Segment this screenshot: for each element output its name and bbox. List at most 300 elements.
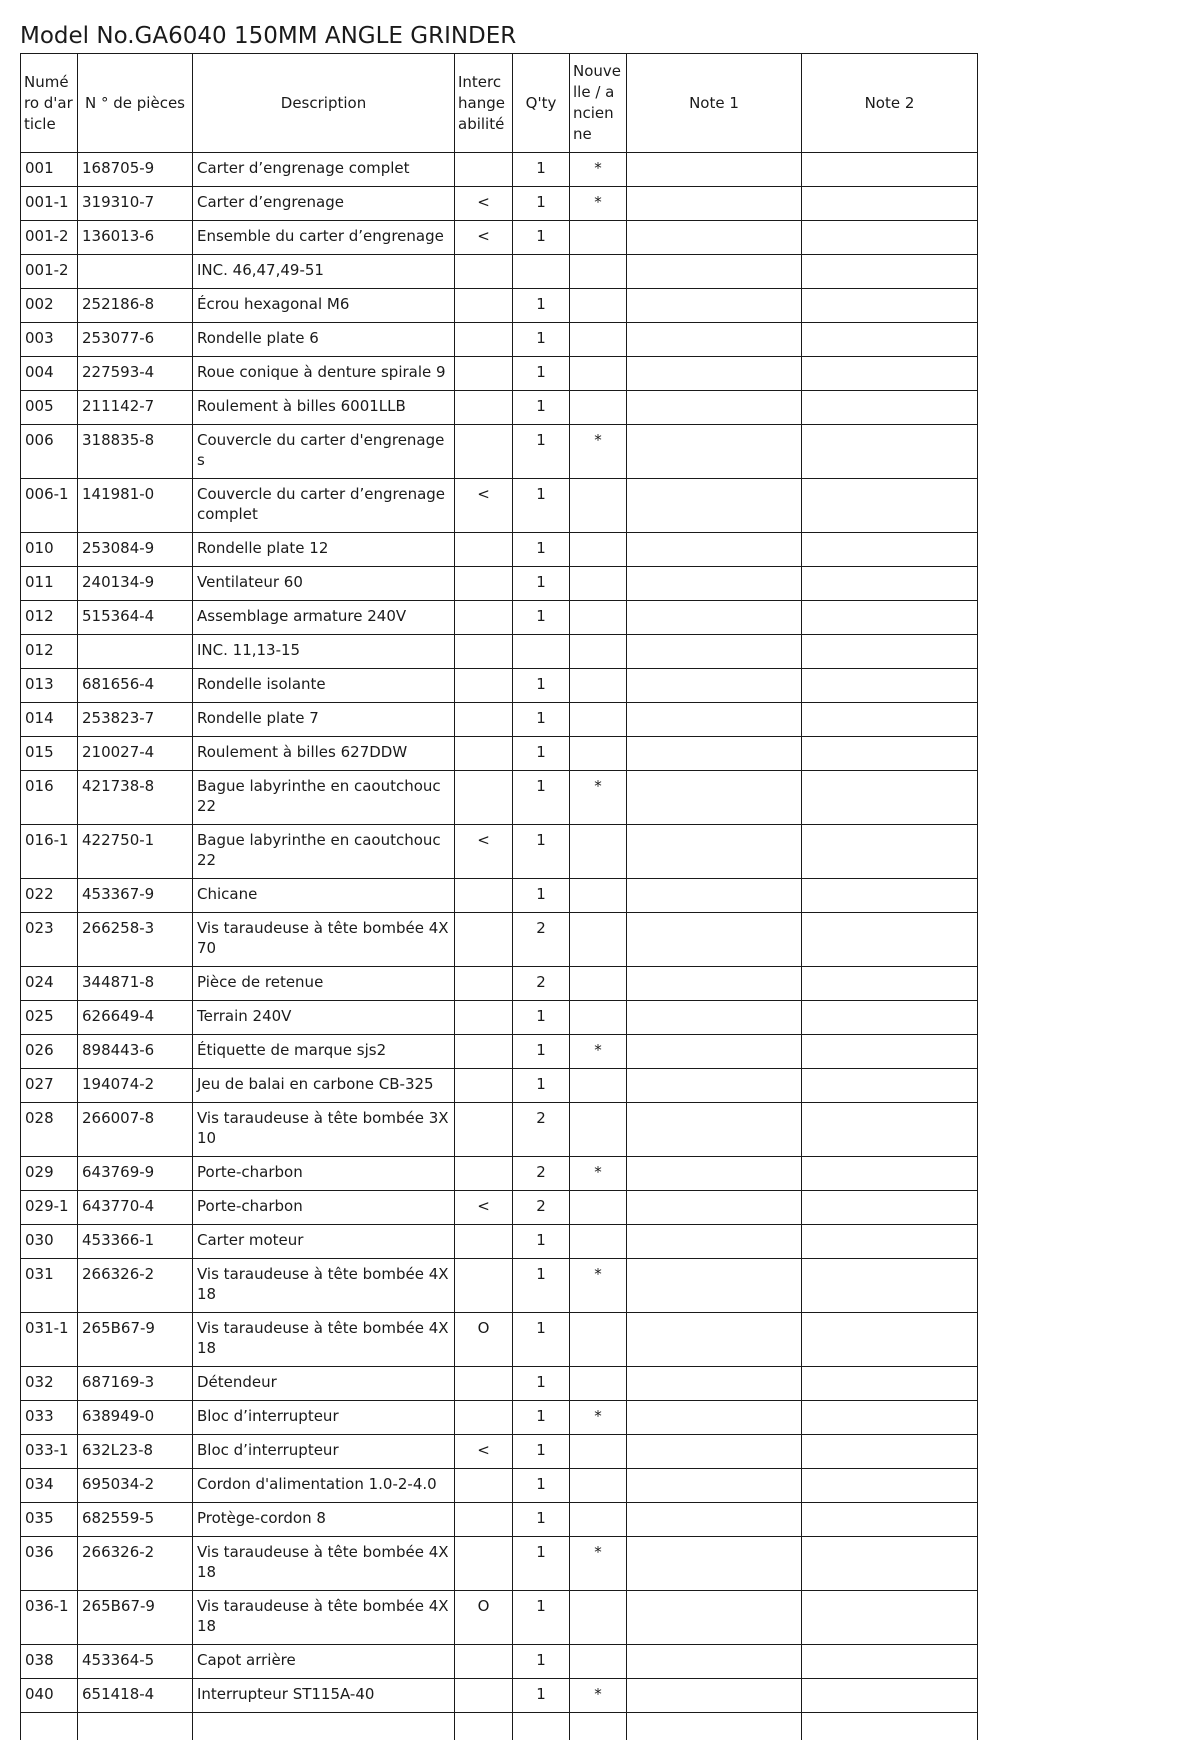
table-row xyxy=(21,1157,978,1191)
cell-part-number: 141981-0 xyxy=(78,479,193,533)
cell-interchangeability xyxy=(455,1537,513,1591)
cell-item-number: 001-2 xyxy=(21,221,78,255)
cell-part-number: 626649-4 xyxy=(78,1001,193,1035)
cell-quantity: 1 xyxy=(513,1367,570,1401)
cell-quantity: 1 xyxy=(513,1259,570,1313)
cell-interchangeability xyxy=(455,425,513,479)
cell-item-number: 033 xyxy=(21,1401,78,1435)
cell-part-number: 638949-0 xyxy=(78,1401,193,1435)
cell-interchangeability xyxy=(455,1401,513,1435)
cell-quantity: 1 xyxy=(513,1313,570,1367)
table-row xyxy=(21,1645,978,1679)
cell-quantity: 1 xyxy=(513,601,570,635)
cell-quantity: 1 xyxy=(513,1225,570,1259)
cell-note-2 xyxy=(802,567,978,601)
cell-description: Vis taraudeuse à tête bombée 4X 18 xyxy=(193,1591,455,1645)
cell-new-old xyxy=(570,1367,627,1401)
cell-interchangeability xyxy=(455,323,513,357)
cell-item-number: 024 xyxy=(21,967,78,1001)
table-row xyxy=(21,187,978,221)
cell-interchangeability: < xyxy=(455,1191,513,1225)
cell-quantity: 1 xyxy=(513,737,570,771)
table-row xyxy=(21,255,978,289)
table-row xyxy=(21,289,978,323)
cell-description: Carter d’engrenage complet xyxy=(193,153,455,187)
cell-quantity: 1 xyxy=(513,1035,570,1069)
table-row xyxy=(21,913,978,967)
cell-interchangeability xyxy=(455,255,513,289)
cell-item-number: 028 xyxy=(21,1103,78,1157)
cell-interchangeability xyxy=(455,1259,513,1313)
cell-note-1 xyxy=(627,879,802,913)
cell-new-old xyxy=(570,1503,627,1537)
cell-quantity: 1 xyxy=(513,1679,570,1713)
cell-item-number: 035 xyxy=(21,1503,78,1537)
cell-part-number: 266326-2 xyxy=(78,1259,193,1313)
cell-note-1 xyxy=(627,1679,802,1713)
cell-note-2 xyxy=(802,1259,978,1313)
cell-quantity: 1 xyxy=(513,1401,570,1435)
cell-note-1 xyxy=(627,771,802,825)
cell-part-number: 240134-9 xyxy=(78,567,193,601)
cell-note-1 xyxy=(627,669,802,703)
cell-new-old xyxy=(570,703,627,737)
table-row xyxy=(21,879,978,913)
cell-new-old xyxy=(570,1469,627,1503)
cell-quantity: 1 xyxy=(513,187,570,221)
cell-interchangeability: < xyxy=(455,221,513,255)
cell-note-1 xyxy=(627,1645,802,1679)
cell-new-old xyxy=(570,1191,627,1225)
cell-note-1 xyxy=(627,1191,802,1225)
cell-note-1 xyxy=(627,703,802,737)
cell-quantity: 1 xyxy=(513,153,570,187)
cell-note-1 xyxy=(627,567,802,601)
header-quantity: Q'ty xyxy=(513,54,570,153)
cell-note-2 xyxy=(802,1225,978,1259)
cell-new-old: * xyxy=(570,1401,627,1435)
cell-new-old xyxy=(570,479,627,533)
empty-cell xyxy=(627,1713,802,1740)
cell-description: Bague labyrinthe en caoutchouc 22 xyxy=(193,825,455,879)
cell-interchangeability xyxy=(455,669,513,703)
cell-note-1 xyxy=(627,1591,802,1645)
cell-note-2 xyxy=(802,1645,978,1679)
cell-note-1 xyxy=(627,1001,802,1035)
cell-interchangeability xyxy=(455,1069,513,1103)
cell-item-number: 004 xyxy=(21,357,78,391)
cell-note-1 xyxy=(627,601,802,635)
cell-part-number: 422750-1 xyxy=(78,825,193,879)
cell-note-2 xyxy=(802,153,978,187)
cell-note-1 xyxy=(627,913,802,967)
empty-cell xyxy=(78,1713,193,1740)
cell-note-1 xyxy=(627,1157,802,1191)
cell-new-old xyxy=(570,391,627,425)
cell-part-number: 682559-5 xyxy=(78,1503,193,1537)
cell-note-2 xyxy=(802,1401,978,1435)
cell-part-number: 687169-3 xyxy=(78,1367,193,1401)
cell-item-number: 010 xyxy=(21,533,78,567)
cell-part-number: 421738-8 xyxy=(78,771,193,825)
cell-description: Détendeur xyxy=(193,1367,455,1401)
cell-quantity: 1 xyxy=(513,567,570,601)
empty-cell xyxy=(513,1713,570,1740)
cell-interchangeability xyxy=(455,635,513,669)
table-row xyxy=(21,391,978,425)
cell-note-2 xyxy=(802,737,978,771)
cell-part-number: 136013-6 xyxy=(78,221,193,255)
cell-note-1 xyxy=(627,1225,802,1259)
cell-description: Porte-charbon xyxy=(193,1157,455,1191)
cell-interchangeability xyxy=(455,737,513,771)
cell-item-number: 014 xyxy=(21,703,78,737)
cell-description: Vis taraudeuse à tête bombée 3X 10 xyxy=(193,1103,455,1157)
cell-quantity: 1 xyxy=(513,1645,570,1679)
cell-interchangeability xyxy=(455,601,513,635)
cell-new-old xyxy=(570,635,627,669)
cell-item-number: 040 xyxy=(21,1679,78,1713)
cell-item-number: 012 xyxy=(21,601,78,635)
cell-note-2 xyxy=(802,1001,978,1035)
cell-note-2 xyxy=(802,289,978,323)
cell-quantity xyxy=(513,635,570,669)
cell-interchangeability xyxy=(455,771,513,825)
cell-description: Capot arrière xyxy=(193,1645,455,1679)
cell-note-2 xyxy=(802,425,978,479)
header-note-2: Note 2 xyxy=(802,54,978,153)
cell-note-1 xyxy=(627,825,802,879)
parts-table-body xyxy=(21,153,978,1740)
table-row xyxy=(21,1435,978,1469)
cell-interchangeability xyxy=(455,1225,513,1259)
cell-item-number: 003 xyxy=(21,323,78,357)
table-row xyxy=(21,1367,978,1401)
cell-part-number: 210027-4 xyxy=(78,737,193,771)
cell-item-number: 001-1 xyxy=(21,187,78,221)
cell-interchangeability xyxy=(455,391,513,425)
cell-item-number: 001-2 xyxy=(21,255,78,289)
cell-note-1 xyxy=(627,255,802,289)
cell-note-2 xyxy=(802,1679,978,1713)
cell-new-old xyxy=(570,825,627,879)
cell-description: Jeu de balai en carbone CB-325 xyxy=(193,1069,455,1103)
cell-item-number: 001 xyxy=(21,153,78,187)
cell-item-number: 005 xyxy=(21,391,78,425)
cell-new-old xyxy=(570,289,627,323)
table-row xyxy=(21,1191,978,1225)
table-row xyxy=(21,1537,978,1591)
cell-quantity: 1 xyxy=(513,479,570,533)
cell-interchangeability xyxy=(455,1103,513,1157)
cell-item-number: 031 xyxy=(21,1259,78,1313)
cell-part-number: 265B67-9 xyxy=(78,1591,193,1645)
table-row xyxy=(21,737,978,771)
cell-item-number: 038 xyxy=(21,1645,78,1679)
cell-description: Chicane xyxy=(193,879,455,913)
table-row-continued xyxy=(21,1713,978,1740)
cell-new-old: * xyxy=(570,187,627,221)
cell-note-1 xyxy=(627,221,802,255)
cell-description: Ventilateur 60 xyxy=(193,567,455,601)
cell-new-old: * xyxy=(570,425,627,479)
cell-description: Cordon d'alimentation 1.0-2-4.0 xyxy=(193,1469,455,1503)
empty-cell xyxy=(21,1713,78,1740)
table-row xyxy=(21,967,978,1001)
cell-item-number: 013 xyxy=(21,669,78,703)
cell-note-1 xyxy=(627,1367,802,1401)
cell-description: Roue conique à denture spirale 9 xyxy=(193,357,455,391)
cell-note-2 xyxy=(802,601,978,635)
cell-description: Vis taraudeuse à tête bombée 4X 18 xyxy=(193,1259,455,1313)
cell-description: INC. 46,47,49-51 xyxy=(193,255,455,289)
cell-item-number: 030 xyxy=(21,1225,78,1259)
cell-part-number: 651418-4 xyxy=(78,1679,193,1713)
cell-item-number: 032 xyxy=(21,1367,78,1401)
cell-quantity: 1 xyxy=(513,669,570,703)
cell-item-number: 029 xyxy=(21,1157,78,1191)
cell-interchangeability: O xyxy=(455,1591,513,1645)
cell-quantity: 1 xyxy=(513,391,570,425)
table-row xyxy=(21,601,978,635)
cell-new-old xyxy=(570,967,627,1001)
table-row xyxy=(21,1001,978,1035)
cell-new-old xyxy=(570,601,627,635)
cell-description: Porte-charbon xyxy=(193,1191,455,1225)
table-row xyxy=(21,669,978,703)
cell-item-number: 006-1 xyxy=(21,479,78,533)
cell-note-1 xyxy=(627,533,802,567)
cell-note-1 xyxy=(627,1313,802,1367)
cell-new-old xyxy=(570,1591,627,1645)
table-row xyxy=(21,1591,978,1645)
cell-part-number: 168705-9 xyxy=(78,153,193,187)
cell-item-number: 025 xyxy=(21,1001,78,1035)
cell-part-number: 453366-1 xyxy=(78,1225,193,1259)
table-row xyxy=(21,635,978,669)
cell-note-1 xyxy=(627,967,802,1001)
cell-part-number xyxy=(78,255,193,289)
cell-note-2 xyxy=(802,357,978,391)
cell-quantity: 1 xyxy=(513,289,570,323)
cell-new-old: * xyxy=(570,1259,627,1313)
cell-new-old xyxy=(570,1069,627,1103)
cell-new-old xyxy=(570,1435,627,1469)
table-row xyxy=(21,323,978,357)
cell-note-2 xyxy=(802,1537,978,1591)
cell-note-1 xyxy=(627,1537,802,1591)
cell-part-number: 265B67-9 xyxy=(78,1313,193,1367)
cell-note-2 xyxy=(802,669,978,703)
empty-cell xyxy=(570,1713,627,1740)
cell-description: Étiquette de marque sjs2 xyxy=(193,1035,455,1069)
cell-note-2 xyxy=(802,1469,978,1503)
cell-description: Pièce de retenue xyxy=(193,967,455,1001)
cell-note-2 xyxy=(802,1503,978,1537)
cell-description: Bloc d’interrupteur xyxy=(193,1401,455,1435)
cell-item-number: 016-1 xyxy=(21,825,78,879)
cell-note-2 xyxy=(802,1591,978,1645)
cell-item-number: 033-1 xyxy=(21,1435,78,1469)
cell-part-number: 253084-9 xyxy=(78,533,193,567)
cell-note-2 xyxy=(802,1035,978,1069)
cell-note-1 xyxy=(627,635,802,669)
cell-new-old xyxy=(570,1313,627,1367)
cell-item-number: 016 xyxy=(21,771,78,825)
cell-new-old xyxy=(570,1001,627,1035)
cell-note-2 xyxy=(802,479,978,533)
cell-description: Terrain 240V xyxy=(193,1001,455,1035)
cell-interchangeability xyxy=(455,567,513,601)
table-row xyxy=(21,703,978,737)
cell-item-number: 026 xyxy=(21,1035,78,1069)
cell-new-old xyxy=(570,323,627,357)
cell-new-old xyxy=(570,567,627,601)
table-row xyxy=(21,1069,978,1103)
cell-note-2 xyxy=(802,323,978,357)
cell-new-old: * xyxy=(570,1679,627,1713)
table-row xyxy=(21,1225,978,1259)
cell-interchangeability xyxy=(455,1503,513,1537)
cell-note-1 xyxy=(627,323,802,357)
cell-quantity: 1 xyxy=(513,1069,570,1103)
cell-interchangeability: < xyxy=(455,187,513,221)
cell-note-1 xyxy=(627,425,802,479)
table-row xyxy=(21,357,978,391)
cell-quantity: 1 xyxy=(513,425,570,479)
cell-note-2 xyxy=(802,391,978,425)
cell-description: Roulement à billes 627DDW xyxy=(193,737,455,771)
cell-note-1 xyxy=(627,289,802,323)
cell-item-number: 034 xyxy=(21,1469,78,1503)
table-row xyxy=(21,1313,978,1367)
cell-item-number: 036 xyxy=(21,1537,78,1591)
cell-description: Rondelle plate 6 xyxy=(193,323,455,357)
cell-note-1 xyxy=(627,187,802,221)
cell-new-old xyxy=(570,1103,627,1157)
cell-note-2 xyxy=(802,533,978,567)
cell-new-old: * xyxy=(570,1537,627,1591)
cell-new-old xyxy=(570,669,627,703)
cell-description: Vis taraudeuse à tête bombée 4X 18 xyxy=(193,1313,455,1367)
table-row xyxy=(21,425,978,479)
cell-note-2 xyxy=(802,221,978,255)
header-new-old: Nouvelle / ancienne xyxy=(570,54,627,153)
cell-note-1 xyxy=(627,153,802,187)
cell-quantity: 1 xyxy=(513,1591,570,1645)
cell-description: Interrupteur ST115A-40 xyxy=(193,1679,455,1713)
cell-quantity: 1 xyxy=(513,1469,570,1503)
empty-cell xyxy=(455,1713,513,1740)
table-row xyxy=(21,1503,978,1537)
cell-interchangeability xyxy=(455,1035,513,1069)
cell-description: Vis taraudeuse à tête bombée 4X 18 xyxy=(193,1537,455,1591)
empty-cell xyxy=(802,1713,978,1740)
cell-note-1 xyxy=(627,1401,802,1435)
cell-part-number: 266258-3 xyxy=(78,913,193,967)
cell-note-1 xyxy=(627,1503,802,1537)
cell-description: Rondelle plate 12 xyxy=(193,533,455,567)
cell-quantity: 1 xyxy=(513,1435,570,1469)
cell-part-number: 319310-7 xyxy=(78,187,193,221)
cell-part-number: 643769-9 xyxy=(78,1157,193,1191)
cell-quantity xyxy=(513,255,570,289)
cell-quantity: 1 xyxy=(513,825,570,879)
table-row xyxy=(21,221,978,255)
cell-note-1 xyxy=(627,1435,802,1469)
cell-note-1 xyxy=(627,1069,802,1103)
table-row xyxy=(21,479,978,533)
cell-note-1 xyxy=(627,737,802,771)
cell-quantity: 1 xyxy=(513,879,570,913)
cell-description: Bloc d’interrupteur xyxy=(193,1435,455,1469)
cell-part-number: 695034-2 xyxy=(78,1469,193,1503)
cell-interchangeability xyxy=(455,967,513,1001)
cell-quantity: 1 xyxy=(513,703,570,737)
header-description: Description xyxy=(193,54,455,153)
cell-note-2 xyxy=(802,1103,978,1157)
cell-part-number: 211142-7 xyxy=(78,391,193,425)
cell-item-number: 015 xyxy=(21,737,78,771)
cell-new-old: * xyxy=(570,771,627,825)
cell-interchangeability xyxy=(455,1469,513,1503)
cell-description: Roulement à billes 6001LLB xyxy=(193,391,455,425)
cell-part-number: 898443-6 xyxy=(78,1035,193,1069)
cell-quantity: 1 xyxy=(513,1503,570,1537)
cell-part-number: 643770-4 xyxy=(78,1191,193,1225)
cell-description: INC. 11,13-15 xyxy=(193,635,455,669)
cell-interchangeability xyxy=(455,357,513,391)
cell-note-1 xyxy=(627,479,802,533)
cell-note-1 xyxy=(627,1035,802,1069)
cell-item-number: 029-1 xyxy=(21,1191,78,1225)
cell-part-number: 344871-8 xyxy=(78,967,193,1001)
header-interchangeability: Interchangeabilité xyxy=(455,54,513,153)
table-row xyxy=(21,771,978,825)
cell-new-old: * xyxy=(570,1157,627,1191)
cell-description: Carter moteur xyxy=(193,1225,455,1259)
table-row xyxy=(21,1259,978,1313)
cell-note-2 xyxy=(802,967,978,1001)
cell-new-old xyxy=(570,913,627,967)
cell-description: Écrou hexagonal M6 xyxy=(193,289,455,323)
cell-interchangeability xyxy=(455,1367,513,1401)
cell-part-number: 318835-8 xyxy=(78,425,193,479)
cell-item-number: 036-1 xyxy=(21,1591,78,1645)
cell-interchangeability xyxy=(455,879,513,913)
table-row xyxy=(21,1103,978,1157)
cell-quantity: 1 xyxy=(513,1001,570,1035)
cell-interchangeability xyxy=(455,913,513,967)
cell-item-number: 012 xyxy=(21,635,78,669)
header-note-1: Note 1 xyxy=(627,54,802,153)
cell-note-2 xyxy=(802,703,978,737)
header-row xyxy=(21,54,978,153)
cell-interchangeability xyxy=(455,289,513,323)
cell-quantity: 2 xyxy=(513,1103,570,1157)
cell-quantity: 1 xyxy=(513,533,570,567)
cell-item-number: 022 xyxy=(21,879,78,913)
table-row xyxy=(21,567,978,601)
cell-note-2 xyxy=(802,1435,978,1469)
cell-new-old xyxy=(570,221,627,255)
cell-quantity: 1 xyxy=(513,323,570,357)
cell-note-1 xyxy=(627,357,802,391)
cell-item-number: 002 xyxy=(21,289,78,323)
cell-description: Couvercle du carter d’engrenage complet xyxy=(193,479,455,533)
cell-note-2 xyxy=(802,187,978,221)
cell-interchangeability: O xyxy=(455,1313,513,1367)
